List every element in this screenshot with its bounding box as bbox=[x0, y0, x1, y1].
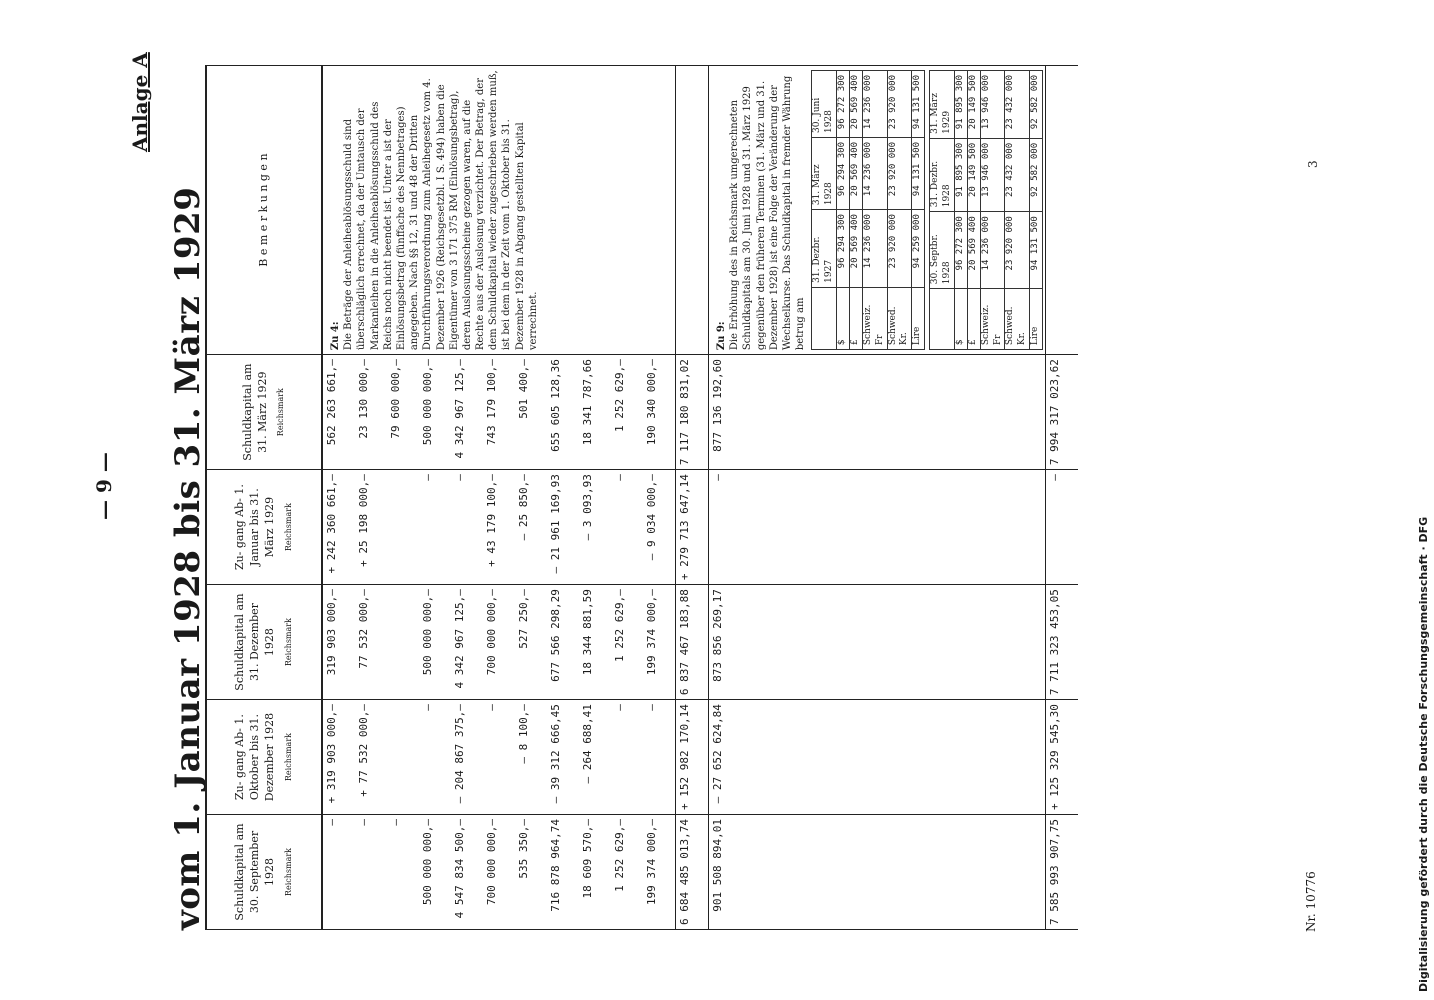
table-cell: — 8 100,— bbox=[515, 700, 547, 815]
table-cell: — 25 850,— bbox=[515, 470, 547, 585]
currency-cell: 13 946 000 bbox=[980, 71, 1005, 139]
currency-row bbox=[1005, 71, 1030, 350]
currency-cell: 94 259 000 bbox=[912, 210, 925, 288]
table-cell: 77 532 000,— bbox=[355, 585, 387, 700]
table-row bbox=[322, 66, 355, 930]
note-9-heading: Zu 9: bbox=[716, 321, 727, 351]
table-cell: — bbox=[451, 470, 483, 585]
currency-row bbox=[887, 71, 912, 350]
table-cell: 18 609 570,— bbox=[579, 815, 611, 930]
page-mark: — 9 — bbox=[92, 452, 116, 520]
dfg-notice: Digitalisierung gefördert durch die Deutsche Forschungsgemeinschaft · DFG bbox=[1417, 516, 1430, 992]
currency-cell: 96 294 300 bbox=[837, 210, 850, 288]
currency-header: 31. Dezbr. 1927 bbox=[812, 210, 837, 288]
currency-row bbox=[912, 71, 925, 350]
currency-cell: 96 272 300 bbox=[954, 212, 967, 289]
table-cell: 700 000 000,— bbox=[483, 585, 515, 700]
currency-cell: Lire bbox=[1030, 289, 1043, 350]
col-header: Zu- gang Ab- 1. Oktober bis 31. Dezember 1928 Reichsmark bbox=[206, 700, 322, 815]
currency-cell: 94 131 500 bbox=[912, 138, 925, 210]
table-cell: 7 585 993 907,75 bbox=[1046, 815, 1079, 930]
table-cell: — bbox=[355, 815, 387, 930]
note-4-text: Die Beträge der Anleiheablösungsschuld sind überschläglich errechnet, da der Umtausch der Markanleihen in die Anleiheablösungsschuld des Reichs noch nicht beendet ist. Unter a ist der Einlösungsbetrag (fünffache des Nennbetrages) angegeben. Nach §§ 12, 31 und 48 der Dritten Durchführungsverordnung zum Anleihegesetz vom 4. Dezember 1926 (Reichsgesetzbl. I S. 494) haben die Eigentümer von 3 171 375 RM (Einlösungsbetrag), deren Auslosungsscheine gezogen waren, auf die Rechte aus der Auslosung verzichtet. Der Betrag, der dem Schuldkapital wieder zugeschrieben werden muß, ist bei dem in der Zeit vom 1. Oktober bis 31. Dezember 1928 in Abgang gestellten Kapital verrechnet. bbox=[343, 70, 539, 351]
currency-header: 30. Septbr. 1928 bbox=[930, 212, 955, 289]
table-cell: — bbox=[419, 700, 451, 815]
table-cell: 500 000 000,— bbox=[419, 815, 451, 930]
remarks-cell-note4 bbox=[322, 66, 676, 355]
table-cell: 23 130 000,— bbox=[355, 355, 387, 470]
table-cell: 1 252 629,— bbox=[611, 815, 643, 930]
table-cell: 79 600 000,— bbox=[387, 355, 419, 470]
debt-table bbox=[205, 65, 1078, 930]
table-row bbox=[676, 66, 709, 930]
currency-cell: 20 149 500 bbox=[967, 138, 980, 211]
table-cell: — 9 034 000,— bbox=[643, 470, 676, 585]
currency-header: 30. Juni 1928 bbox=[812, 71, 837, 138]
currency-cell: 23 920 000 bbox=[887, 210, 912, 288]
table-cell: 4 342 967 125,— bbox=[451, 585, 483, 700]
table-cell: 6 684 485 013,74 bbox=[676, 815, 709, 930]
currency-cell: 23 920 000 bbox=[887, 71, 912, 138]
table-cell: — 264 688,41 bbox=[579, 700, 611, 815]
table-cell: — bbox=[643, 700, 676, 815]
col-header-remarks: B e m e r k u n g e n bbox=[206, 66, 322, 355]
table-cell: — bbox=[709, 470, 1046, 585]
currency-table bbox=[929, 70, 1043, 350]
table-cell: — 3 093,93 bbox=[579, 470, 611, 585]
table-cell: 901 508 894,01 bbox=[709, 815, 1046, 930]
table-cell: 199 374 000,— bbox=[643, 815, 676, 930]
currency-header: 31. März 1929 bbox=[930, 71, 955, 139]
table-cell: 700 000 000,— bbox=[483, 815, 515, 930]
table-cell: 873 856 269,17 bbox=[709, 585, 1046, 700]
col-header: Schuldkapital am 31. Dezember 1928 Reichsmark bbox=[206, 585, 322, 700]
currency-cell: $ bbox=[954, 289, 967, 350]
table-cell bbox=[387, 470, 419, 585]
table-cell: 4 342 967 125,— bbox=[451, 355, 483, 470]
table-cell bbox=[387, 585, 419, 700]
table-cell: 535 350,— bbox=[515, 815, 547, 930]
currency-cell: Schwed. Kr. bbox=[1005, 289, 1030, 350]
currency-row bbox=[849, 71, 862, 350]
table-cell: + 125 329 545,30 bbox=[1046, 700, 1079, 815]
remarks-cell-empty bbox=[676, 66, 709, 355]
currency-cell: 14 236 000 bbox=[862, 210, 887, 288]
currency-row bbox=[1030, 71, 1043, 350]
table-cell: + 319 903 000,— bbox=[322, 700, 355, 815]
page-title: vom 1. Januar 1928 bis 31. März 1929 bbox=[168, 186, 208, 930]
col-header: Schuldkapital am 31. März 1929 Reichsmark bbox=[206, 355, 322, 470]
currency-row bbox=[980, 71, 1005, 350]
currency-row bbox=[837, 71, 850, 350]
currency-cell: 14 236 000 bbox=[862, 138, 887, 210]
table-cell: — bbox=[387, 815, 419, 930]
table-cell: + 242 360 661,— bbox=[322, 470, 355, 585]
table-cell: 562 263 661,— bbox=[322, 355, 355, 470]
table-cell: — bbox=[322, 815, 355, 930]
table-cell: 18 344 881,59 bbox=[579, 585, 611, 700]
table-cell: — bbox=[419, 470, 451, 585]
currency-cell: £ bbox=[849, 287, 862, 349]
currency-cell: Schweiz. Fr bbox=[862, 287, 887, 349]
currency-cell: 91 895 300 bbox=[954, 138, 967, 211]
table-cell: 18 341 787,66 bbox=[579, 355, 611, 470]
table-cell: — 39 312 666,45 bbox=[547, 700, 579, 815]
table-cell: 655 605 128,36 bbox=[547, 355, 579, 470]
col-header: Zu- gang Ab- 1. Januar bis 31. März 1929 Reichsmark bbox=[206, 470, 322, 585]
currency-cell: 13 946 000 bbox=[980, 138, 1005, 211]
note-4-heading: Zu 4: bbox=[330, 321, 341, 351]
currency-cell: 96 294 300 bbox=[837, 138, 850, 210]
table-cell: 190 340 000,— bbox=[643, 355, 676, 470]
table-cell: 7 711 323 453,05 bbox=[1046, 585, 1079, 700]
note-9-text: Die Erhöhung des in Reichsmark umgerechneten Schuldkapitals am 30. Juni 1928 und 31. März 1929 gegenüber den früheren Terminen (31. März und 31. Dezember 1928) ist eine Folge der Veränderung der Wechselkurse. Das Schuldkapital in fremder Währung betrug am bbox=[729, 75, 807, 351]
table-cell: + 43 179 100,— bbox=[483, 470, 515, 585]
col-header: Schuldkapital am 30. September 1928 Reichsmark bbox=[206, 815, 322, 930]
table-cell: 4 547 834 500,— bbox=[451, 815, 483, 930]
currency-cell: Lire bbox=[912, 287, 925, 349]
currency-table bbox=[811, 70, 925, 350]
table-cell: + 25 198 000,— bbox=[355, 470, 387, 585]
currency-row bbox=[954, 71, 967, 350]
table-cell: 527 250,— bbox=[515, 585, 547, 700]
currency-header bbox=[812, 287, 837, 349]
table-cell: — bbox=[611, 470, 643, 585]
currency-cell: 20 569 400 bbox=[849, 71, 862, 138]
table-cell: 7 117 180 831,02 bbox=[676, 355, 709, 470]
table-cell: — bbox=[611, 700, 643, 815]
table-cell: 7 994 317 023,62 bbox=[1046, 355, 1079, 470]
table-row bbox=[709, 66, 1046, 930]
currency-cell: £ bbox=[967, 289, 980, 350]
currency-cell: 94 131 500 bbox=[1030, 212, 1043, 289]
currency-cell: 14 236 000 bbox=[980, 212, 1005, 289]
table-cell bbox=[387, 700, 419, 815]
currency-header bbox=[930, 289, 955, 350]
table-cell: 1 252 629,— bbox=[611, 355, 643, 470]
currency-cell: Schwed. Kr. bbox=[887, 287, 912, 349]
table-cell: 319 903 000,— bbox=[322, 585, 355, 700]
currency-cell: 92 582 000 bbox=[1030, 138, 1043, 211]
annex-label: Anlage A bbox=[128, 52, 152, 152]
currency-header: 31. März 1928 bbox=[812, 138, 837, 210]
currency-cell: 96 272 300 bbox=[837, 71, 850, 138]
table-cell: 677 566 298,29 bbox=[547, 585, 579, 700]
table-cell: 199 374 000,— bbox=[643, 585, 676, 700]
table-cell: + 279 713 647,14 bbox=[676, 470, 709, 585]
table-header-row bbox=[206, 66, 322, 930]
currency-cell: 23 432 000 bbox=[1005, 138, 1030, 211]
table-cell: — 27 652 624,84 bbox=[709, 700, 1046, 815]
currency-cell: 20 569 400 bbox=[849, 138, 862, 210]
currency-row bbox=[862, 71, 887, 350]
currency-cell: 20 569 400 bbox=[967, 212, 980, 289]
table-cell: + 77 532 000,— bbox=[355, 700, 387, 815]
table-cell: 501 400,— bbox=[515, 355, 547, 470]
currency-cell: 14 236 000 bbox=[862, 71, 887, 138]
currency-cell: 94 131 500 bbox=[912, 71, 925, 138]
print-number: Nr. 10776 bbox=[1304, 871, 1318, 932]
table-cell: 743 179 100,— bbox=[483, 355, 515, 470]
currency-cell: 92 582 000 bbox=[1030, 71, 1043, 139]
table-cell: — 21 961 169,93 bbox=[547, 470, 579, 585]
currency-cell: 23 920 000 bbox=[887, 138, 912, 210]
currency-row bbox=[967, 71, 980, 350]
currency-cell: 20 149 500 bbox=[967, 71, 980, 139]
table-cell: 877 136 192,60 bbox=[709, 355, 1046, 470]
table-cell: 6 837 467 183,88 bbox=[676, 585, 709, 700]
table-row bbox=[1046, 66, 1079, 930]
table-cell: + 152 982 170,14 bbox=[676, 700, 709, 815]
table-cell: 500 000 000,— bbox=[419, 585, 451, 700]
currency-cell: $ bbox=[837, 287, 850, 349]
table-cell: 500 000 000,— bbox=[419, 355, 451, 470]
table-cell: 1 252 629,— bbox=[611, 585, 643, 700]
currency-cell: 91 895 300 bbox=[954, 71, 967, 139]
page-number: 3 bbox=[1306, 160, 1320, 168]
remarks-cell-empty bbox=[1046, 66, 1079, 355]
remarks-cell-note9 bbox=[709, 66, 1046, 355]
table-cell: — bbox=[1046, 470, 1079, 585]
table-cell: — 204 867 375,— bbox=[451, 700, 483, 815]
currency-cell: Schweiz. Fr bbox=[980, 289, 1005, 350]
currency-cell: 23 432 000 bbox=[1005, 71, 1030, 139]
table-cell: — bbox=[483, 700, 515, 815]
currency-cell: 20 569 400 bbox=[849, 210, 862, 288]
table-cell: 716 878 964,74 bbox=[547, 815, 579, 930]
currency-cell: 23 920 000 bbox=[1005, 212, 1030, 289]
currency-header: 31. Dezbr. 1928 bbox=[930, 138, 955, 211]
